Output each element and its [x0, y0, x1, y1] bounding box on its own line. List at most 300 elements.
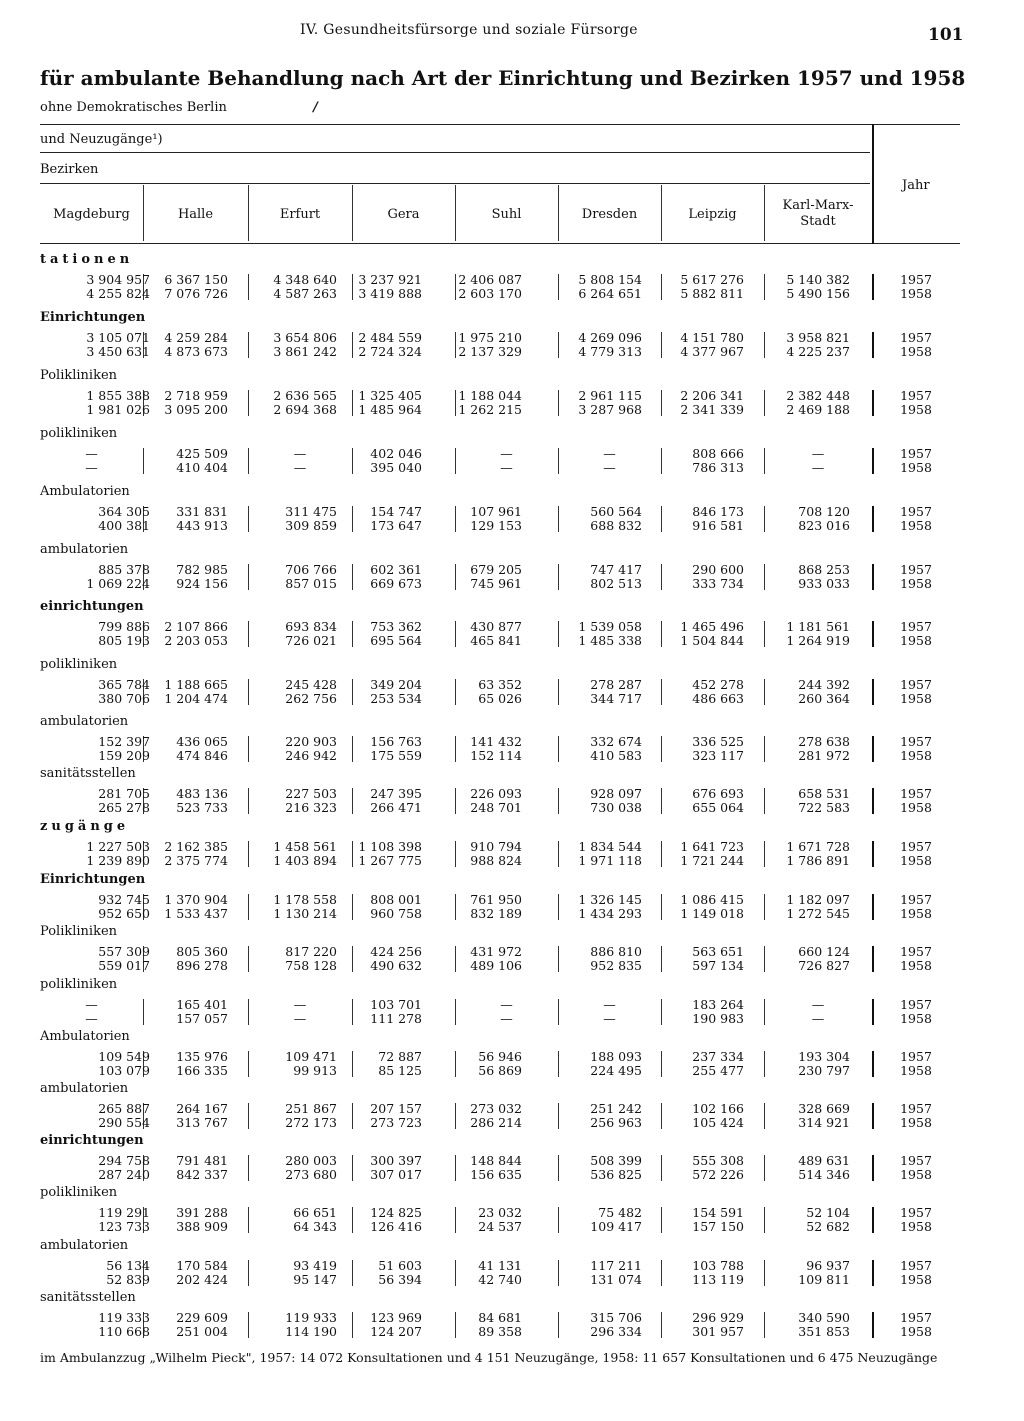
table-cell: 786 313	[692, 460, 744, 475]
table-cell: 805 193	[98, 633, 150, 648]
table-cell: 5 490 156	[786, 286, 850, 301]
table-cell: 722 583	[798, 800, 850, 815]
table-cell: —	[500, 460, 513, 475]
table-cell: 1 975 210	[458, 330, 522, 345]
table-cell: 124 825	[370, 1205, 422, 1220]
year-cell: 1958	[900, 286, 932, 301]
table-cell: 708 120	[798, 504, 850, 519]
table-cell: 4 348 640	[273, 272, 337, 287]
table-cell: 220 903	[285, 734, 337, 749]
table-cell: 207 157	[370, 1101, 422, 1116]
table-cell: 857 015	[285, 576, 337, 591]
table-cell: 597 134	[692, 958, 744, 973]
table-cell: 296 929	[692, 1310, 744, 1325]
section-label: Polikliniken	[40, 924, 118, 939]
table-cell: 1 721 244	[680, 853, 744, 868]
table-cell: —	[603, 1011, 616, 1026]
table-cell: 273 032	[470, 1101, 522, 1116]
table-cell: 563 651	[692, 944, 744, 959]
table-cell: —	[603, 460, 616, 475]
table-cell: 536 825	[590, 1167, 642, 1182]
table-cell: 119 933	[285, 1310, 337, 1325]
table-cell: 89 358	[478, 1324, 522, 1339]
table-cell: 431 972	[470, 944, 522, 959]
year-divider	[872, 1260, 874, 1286]
table-cell: 380 706	[98, 691, 150, 706]
table-cell: 436 065	[176, 734, 228, 749]
section-label: polikliniken	[40, 426, 118, 441]
table-cell: 916 581	[692, 518, 744, 533]
table-cell: —	[85, 446, 98, 461]
table-cell: 424 256	[370, 944, 422, 959]
table-cell: 148 844	[470, 1153, 522, 1168]
table-cell: 152 114	[470, 748, 522, 763]
table-cell: 489 106	[470, 958, 522, 973]
table-cell: 1 485 338	[578, 633, 642, 648]
table-cell: —	[811, 1011, 825, 1026]
table-cell: 266 471	[370, 800, 422, 815]
header-divider	[764, 185, 765, 241]
table-cell: 924 156	[176, 576, 228, 591]
year-cell: 1958	[900, 344, 932, 359]
table-cell: 5 808 154	[578, 272, 642, 287]
table-cell: 3 861 242	[273, 344, 337, 359]
table-cell: 72 887	[378, 1049, 422, 1064]
table-cell: 165 401	[176, 997, 228, 1012]
table-cell: 41 131	[478, 1258, 522, 1273]
year-divider	[872, 788, 874, 814]
year-cell: 1958	[900, 906, 932, 921]
table-cell: 706 766	[285, 562, 337, 577]
table-cell: 314 921	[798, 1115, 850, 1130]
year-cell: 1957	[900, 786, 932, 801]
table-cell: 154 591	[692, 1205, 744, 1220]
table-cell: 1 267 775	[358, 853, 422, 868]
table-cell: 1 539 058	[578, 619, 642, 634]
table-cell: 65 026	[478, 691, 522, 706]
table-cell: 842 337	[176, 1167, 228, 1182]
table-cell: 105 424	[692, 1115, 744, 1130]
table-cell: 3 095 200	[164, 402, 228, 417]
table-cell: 688 832	[590, 518, 642, 533]
table-title: für ambulante Behandlung nach Art der Einrichtung und Bezirken 1957 und 1958	[40, 66, 966, 90]
table-cell: 135 976	[176, 1049, 228, 1064]
table-cell: 5 617 276	[680, 272, 744, 287]
table-cell: 928 097	[590, 786, 642, 801]
table-cell: 119 333	[98, 1310, 150, 1325]
table-cell: 193 304	[798, 1049, 850, 1064]
table-cell: 6 264 651	[578, 286, 642, 301]
column-header: Erfurt	[279, 207, 321, 222]
table-cell: 1 326 145	[578, 892, 642, 907]
table-cell: 2 636 565	[273, 388, 337, 403]
table-cell: 113 119	[692, 1272, 744, 1287]
table-cell: —	[603, 446, 616, 461]
table-cell: 2 961 115	[578, 388, 642, 403]
table-cell: 273 723	[370, 1115, 422, 1130]
table-cell: 523 733	[176, 800, 228, 815]
table-cell: 782 985	[176, 562, 228, 577]
table-cell: 183 264	[692, 997, 744, 1012]
table-cell: 93 419	[293, 1258, 337, 1273]
year-cell: 1957	[900, 839, 932, 854]
table-cell: 265 278	[98, 800, 150, 815]
table-cell: 109 549	[98, 1049, 150, 1064]
table-cell: 559 017	[98, 958, 150, 973]
table-cell: 2 406 087	[458, 272, 522, 287]
table-cell: 260 364	[798, 691, 850, 706]
table-cell: 1 403 894	[273, 853, 337, 868]
table-cell: 3 237 921	[358, 272, 422, 287]
table-cell: 313 767	[176, 1115, 228, 1130]
table-cell: 109 417	[590, 1219, 642, 1234]
table-cell: 4 225 237	[786, 344, 850, 359]
year-divider	[872, 274, 874, 300]
header-rule-1	[40, 152, 870, 153]
table-cell: 157 150	[692, 1219, 744, 1234]
table-cell: 726 827	[798, 958, 850, 973]
year-cell: 1958	[900, 853, 932, 868]
year-cell: 1958	[900, 1219, 932, 1234]
table-cell: —	[500, 997, 513, 1012]
year-divider	[872, 1103, 874, 1129]
header-divider	[143, 185, 144, 241]
table-cell: 2 603 170	[458, 286, 522, 301]
table-cell: 227 503	[285, 786, 337, 801]
table-cell: 170 584	[176, 1258, 228, 1273]
table-cell: 452 278	[692, 677, 744, 692]
subtitle-mark: /	[313, 100, 318, 115]
header-row-neuzugaenge: und Neuzugänge¹)	[40, 132, 163, 147]
year-cell: 1957	[900, 388, 932, 403]
year-divider	[872, 1051, 874, 1077]
table-cell: 669 673	[370, 576, 422, 591]
table-cell: 311 475	[285, 504, 337, 519]
section-label: ambulatorien	[40, 1238, 129, 1253]
table-cell: 156 763	[370, 734, 422, 749]
page-number: 101	[928, 25, 964, 45]
table-cell: 868 253	[798, 562, 850, 577]
table-cell: 157 057	[176, 1011, 228, 1026]
table-cell: 251 004	[176, 1324, 228, 1339]
table-cell: 294 758	[98, 1153, 150, 1168]
subtitle-text: ohne Demokratisches Berlin	[40, 100, 227, 115]
section-label: sanitätsstellen	[40, 1290, 136, 1305]
table-cell: 1 069 224	[86, 576, 150, 591]
section-label: Polikliniken	[40, 368, 118, 383]
table-cell: 896 278	[176, 958, 228, 973]
table-cell: 24 537	[478, 1219, 522, 1234]
year-cell: 1957	[900, 1205, 932, 1220]
column-header: Gera	[387, 207, 420, 222]
table-cell: 1 239 890	[86, 853, 150, 868]
section-label: polikliniken	[40, 1185, 118, 1200]
year-divider	[872, 894, 874, 920]
year-cell: 1958	[900, 1167, 932, 1182]
table-cell: 290 554	[98, 1115, 150, 1130]
table-cell: 2 162 385	[164, 839, 228, 854]
table-cell: 676 693	[692, 786, 744, 801]
year-divider	[872, 841, 874, 867]
year-cell: 1957	[900, 330, 932, 345]
table-cell: 23 032	[478, 1205, 522, 1220]
year-cell: 1957	[900, 446, 932, 461]
table-cell: 224 495	[590, 1063, 642, 1078]
table-cell: 7 076 726	[164, 286, 228, 301]
table-cell: —	[85, 997, 98, 1012]
section-label: Ambulatorien	[40, 1029, 130, 1044]
table-cell: —	[811, 460, 825, 475]
section-label: ambulatorien	[40, 1081, 129, 1096]
section-label: polikliniken	[40, 977, 118, 992]
column-header: Halle	[177, 207, 214, 222]
year-cell: 1957	[900, 1310, 932, 1325]
year-cell: 1958	[900, 1272, 932, 1287]
column-header: Magdeburg	[53, 207, 130, 222]
table-cell: 126 416	[370, 1219, 422, 1234]
table-cell: 156 635	[470, 1167, 522, 1182]
table-cell: 1 178 558	[273, 892, 337, 907]
table-cell: 340 590	[798, 1310, 850, 1325]
table-cell: 486 663	[692, 691, 744, 706]
table-cell: 244 392	[798, 677, 850, 692]
table-cell: 395 040	[370, 460, 422, 475]
table-cell: 56 869	[478, 1063, 522, 1078]
table-cell: 278 287	[590, 677, 642, 692]
header-divider	[558, 185, 559, 241]
table-cell: 328 669	[798, 1101, 850, 1116]
year-divider	[872, 679, 874, 705]
table-cell: 6 367 150	[164, 272, 228, 287]
table-cell: 202 424	[176, 1272, 228, 1287]
table-cell: 2 107 866	[164, 619, 228, 634]
table-cell: 660 124	[798, 944, 850, 959]
table-cell: 173 647	[370, 518, 422, 533]
table-cell: 1 188 665	[164, 677, 228, 692]
table-cell: 333 734	[692, 576, 744, 591]
table-cell: 910 794	[470, 839, 522, 854]
table-cell: 251 242	[590, 1101, 642, 1116]
year-divider	[872, 1155, 874, 1181]
year-divider	[872, 332, 874, 358]
table-cell: 332 674	[590, 734, 642, 749]
table-cell: 1 855 388	[86, 388, 150, 403]
table-cell: 117 211	[590, 1258, 642, 1273]
table-cell: 95 147	[293, 1272, 337, 1287]
table-cell: 1 971 118	[578, 853, 642, 868]
table-cell: 1 325 405	[358, 388, 422, 403]
table-cell: 42 740	[478, 1272, 522, 1287]
table-cell: 557 309	[98, 944, 150, 959]
section-label: polikliniken	[40, 657, 118, 672]
section-label: tationen	[40, 252, 134, 267]
table-cell: 109 811	[798, 1272, 850, 1287]
table-cell: 287 240	[98, 1167, 150, 1182]
table-cell: 2 694 368	[273, 402, 337, 417]
table-cell: 103 079	[98, 1063, 150, 1078]
table-cell: 110 668	[98, 1324, 150, 1339]
table-cell: 400 381	[98, 518, 150, 533]
table-cell: 56 134	[106, 1258, 150, 1273]
year-cell: 1957	[900, 619, 932, 634]
table-cell: 2 718 959	[164, 388, 228, 403]
table-cell: 315 706	[590, 1310, 642, 1325]
table-cell: 1 149 018	[680, 906, 744, 921]
year-divider	[872, 390, 874, 416]
section-label: ambulatorien	[40, 542, 129, 557]
section-label: Ambulatorien	[40, 484, 130, 499]
table-cell: 5 140 382	[786, 272, 850, 287]
table-cell: 695 564	[370, 633, 422, 648]
table-cell: 1 188 044	[458, 388, 522, 403]
table-cell: 4 873 673	[164, 344, 228, 359]
table-cell: 2 203 053	[164, 633, 228, 648]
table-cell: 817 220	[285, 944, 337, 959]
table-cell: 1 227 503	[86, 839, 150, 854]
year-cell: 1958	[900, 518, 932, 533]
year-cell: 1957	[900, 892, 932, 907]
table-cell: 281 972	[798, 748, 850, 763]
table-cell: 679 205	[470, 562, 522, 577]
table-cell: 730 038	[590, 800, 642, 815]
year-cell: 1957	[900, 1101, 932, 1116]
table-cell: 63 352	[478, 677, 522, 692]
header-divider	[352, 185, 353, 241]
year-divider	[872, 946, 874, 972]
year-cell: 1958	[900, 748, 932, 763]
table-cell: 4 255 824	[86, 286, 150, 301]
table-cell: 1 458 561	[273, 839, 337, 854]
table-cell: 290 600	[692, 562, 744, 577]
table-cell: 152 397	[98, 734, 150, 749]
table-cell: 658 531	[798, 786, 850, 801]
table-cell: 443 913	[176, 518, 228, 533]
table-cell: 51 603	[378, 1258, 422, 1273]
table-cell: 124 207	[370, 1324, 422, 1339]
table-cell: 344 717	[590, 691, 642, 706]
year-cell: 1957	[900, 944, 932, 959]
table-cell: 96 937	[806, 1258, 850, 1273]
header-divider	[455, 185, 456, 241]
table-cell: —	[811, 446, 825, 461]
table-cell: 753 362	[370, 619, 422, 634]
table-cell: 952 650	[98, 906, 150, 921]
table-cell: 402 046	[370, 446, 422, 461]
table-cell: 1 130 214	[273, 906, 337, 921]
table-cell: 430 877	[470, 619, 522, 634]
year-cell: 1958	[900, 1324, 932, 1339]
table-cell: 799 886	[98, 619, 150, 634]
header-jahr: Jahr	[902, 178, 930, 193]
year-cell: 1958	[900, 633, 932, 648]
table-cell: 307 017	[370, 1167, 422, 1182]
table-cell: 3 904 957	[86, 272, 150, 287]
table-cell: 932 745	[98, 892, 150, 907]
table-cell: —	[500, 1011, 513, 1026]
table-cell: 141 432	[470, 734, 522, 749]
table-cell: 2 469 188	[786, 402, 850, 417]
table-cell: 808 666	[692, 446, 744, 461]
table-cell: 1 834 544	[578, 839, 642, 854]
year-divider	[872, 1207, 874, 1233]
table-cell: 123 969	[370, 1310, 422, 1325]
table-cell: 1 981 026	[86, 402, 150, 417]
table-cell: 1 272 545	[786, 906, 850, 921]
table-cell: —	[811, 997, 825, 1012]
table-cell: 474 846	[176, 748, 228, 763]
table-cell: 832 189	[470, 906, 522, 921]
table-cell: 1 086 415	[680, 892, 744, 907]
table-cell: 245 428	[285, 677, 337, 692]
table-cell: 2 382 448	[786, 388, 850, 403]
year-cell: 1958	[900, 402, 932, 417]
table-cell: 278 638	[798, 734, 850, 749]
table-cell: 2 724 324	[358, 344, 422, 359]
table-cell: 747 417	[590, 562, 642, 577]
table-cell: 119 291	[98, 1205, 150, 1220]
table-cell: 2 206 341	[680, 388, 744, 403]
table-cell: 229 609	[176, 1310, 228, 1325]
table-cell: 1 533 437	[164, 906, 228, 921]
table-cell: 281 705	[98, 786, 150, 801]
year-cell: 1957	[900, 1153, 932, 1168]
table-cell: 1 182 097	[786, 892, 850, 907]
year-cell: 1957	[900, 734, 932, 749]
table-cell: 253 534	[370, 691, 422, 706]
table-cell: 262 756	[285, 691, 337, 706]
table-cell: 107 961	[470, 504, 522, 519]
table-cell: 388 909	[176, 1219, 228, 1234]
section-label: sanitätsstellen	[40, 766, 136, 781]
footnote: im Ambulanzzug „Wilhelm Pieck", 1957: 14 072 Konsultationen und 4 151 Neuzugänge, 1958: 11 657 Konsultationen und 6 475 Neuzugänge	[40, 1350, 938, 1365]
table-cell: 109 471	[285, 1049, 337, 1064]
table-cell: 248 701	[470, 800, 522, 815]
table-cell: 758 128	[285, 958, 337, 973]
year-divider	[872, 564, 874, 590]
header-rule-2	[40, 183, 870, 184]
table-cell: 4 151 780	[680, 330, 744, 345]
table-cell: 802 513	[590, 576, 642, 591]
year-divider	[872, 736, 874, 762]
table-cell: 886 810	[590, 944, 642, 959]
table-cell: 286 214	[470, 1115, 522, 1130]
table-cell: —	[293, 446, 307, 461]
table-cell: 52 104	[806, 1205, 850, 1220]
year-cell: 1958	[900, 800, 932, 815]
table-cell: 4 377 967	[680, 344, 744, 359]
year-cell: 1958	[900, 1063, 932, 1078]
year-cell: 1957	[900, 272, 932, 287]
section-label: zugänge	[40, 819, 130, 834]
column-header: Leipzig	[688, 207, 737, 222]
table-cell: —	[293, 1011, 307, 1026]
table-cell: 66 651	[293, 1205, 337, 1220]
section-label: einrichtungen	[40, 1133, 144, 1148]
table-cell: 514 346	[798, 1167, 850, 1182]
year-cell: 1958	[900, 460, 932, 475]
table-cell: 159 209	[98, 748, 150, 763]
table-cell: 251 867	[285, 1101, 337, 1116]
table-cell: 1 504 844	[680, 633, 744, 648]
table-cell: 56 394	[378, 1272, 422, 1287]
table-cell: 272 173	[285, 1115, 337, 1130]
table-cell: 3 105 071	[86, 330, 150, 345]
table-cell: 3 958 821	[786, 330, 850, 345]
table-cell: 2 137 329	[458, 344, 522, 359]
table-cell: 2 484 559	[358, 330, 422, 345]
table-cell: 4 587 263	[273, 286, 337, 301]
table-cell: 166 335	[176, 1063, 228, 1078]
